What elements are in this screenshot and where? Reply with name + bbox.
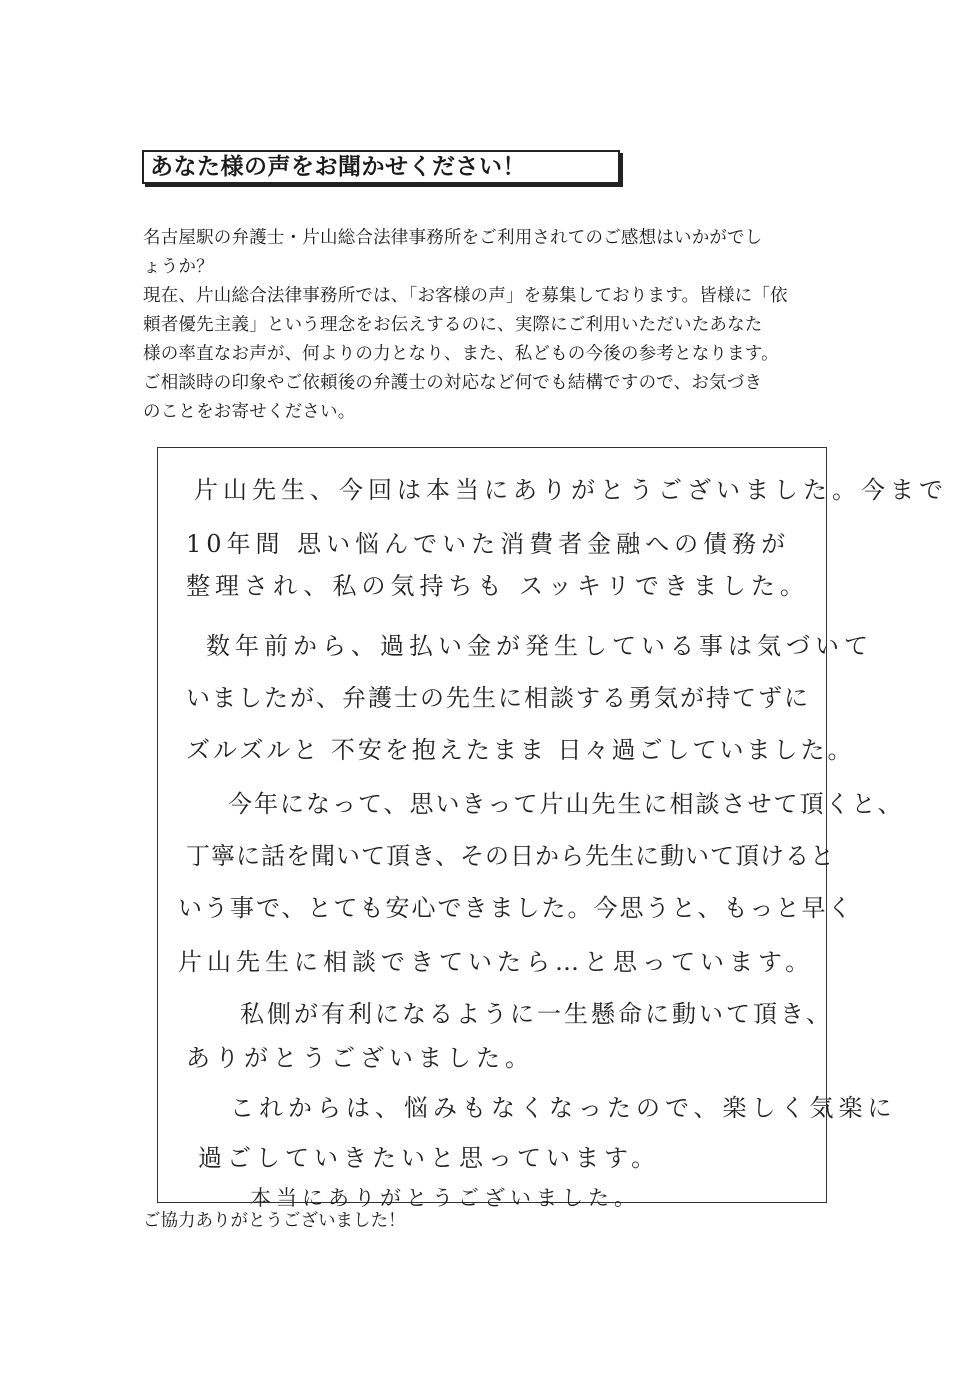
intro-line: のことをお寄せください。 bbox=[143, 402, 356, 422]
handwritten-line: 10年間 思い悩んでいた消費者金融への債務が bbox=[186, 530, 791, 558]
handwritten-line: 今年になって、思いきって片山先生に相談させて頂くと、 bbox=[228, 790, 904, 818]
page-title: あなた様の声をお聞かせください！ bbox=[142, 150, 620, 184]
intro-line: 名古屋駅の弁護士・片山総合法律事務所をご利用されてのご感想はいかがでし bbox=[143, 228, 763, 248]
handwritten-line: ズルズルと 不安を抱えたまま 日々過ごしていました。 bbox=[186, 736, 855, 764]
closing-message: ご協力ありがとうございました！ bbox=[143, 1211, 406, 1231]
handwritten-line: いう事で、とても安心できました。今思うと、もっと早く bbox=[178, 894, 854, 922]
intro-line: 様の率直なお声が、何よりの力となり、また、私どもの今後の参考となります。 bbox=[143, 344, 779, 364]
intro-text bbox=[143, 224, 843, 427]
handwritten-line: ありがとうございました。 bbox=[186, 1044, 534, 1072]
handwritten-letter-box bbox=[157, 447, 948, 1210]
intro-line: 頼者優先主義」という理念をお伝えするのに、実際にご利用いただいたあなた bbox=[143, 315, 763, 335]
handwritten-line: 片山先生に相談できていたら…と思っています。 bbox=[178, 948, 815, 976]
handwritten-line: 丁寧に話を聞いて頂き、その日から先生に動いて頂けると bbox=[186, 842, 836, 870]
handwritten-line: 片山先生、今回は本当にありがとうございました。今まで bbox=[194, 476, 948, 504]
handwritten-line: 整理され、私の気持ちも スッキリできました。 bbox=[186, 572, 809, 600]
intro-line: ご相談時の印象やご依頼後の弁護士の対応など何でも結構ですので、お気づき bbox=[143, 373, 763, 393]
handwritten-line: 過ごしていきたいと思っています。 bbox=[198, 1144, 661, 1172]
handwritten-line: これからは、悩みもなくなったので、楽しく気楽に bbox=[230, 1094, 897, 1122]
handwritten-line: いましたが、弁護士の先生に相談する勇気が持てずに bbox=[186, 684, 810, 712]
handwritten-line: 私側が有利になるように一生懸命に動いて頂き、 bbox=[240, 1000, 834, 1028]
handwritten-line: 本当にありがとうございました。 bbox=[250, 1186, 640, 1210]
handwritten-line: 数年前から、過払い金が発生している事は気づいて bbox=[206, 632, 873, 660]
intro-line: 現在、片山総合法律事務所では、「お客様の声」を募集しております。皆様に「依 bbox=[143, 286, 788, 306]
intro-line: ょうか？ bbox=[143, 257, 214, 277]
